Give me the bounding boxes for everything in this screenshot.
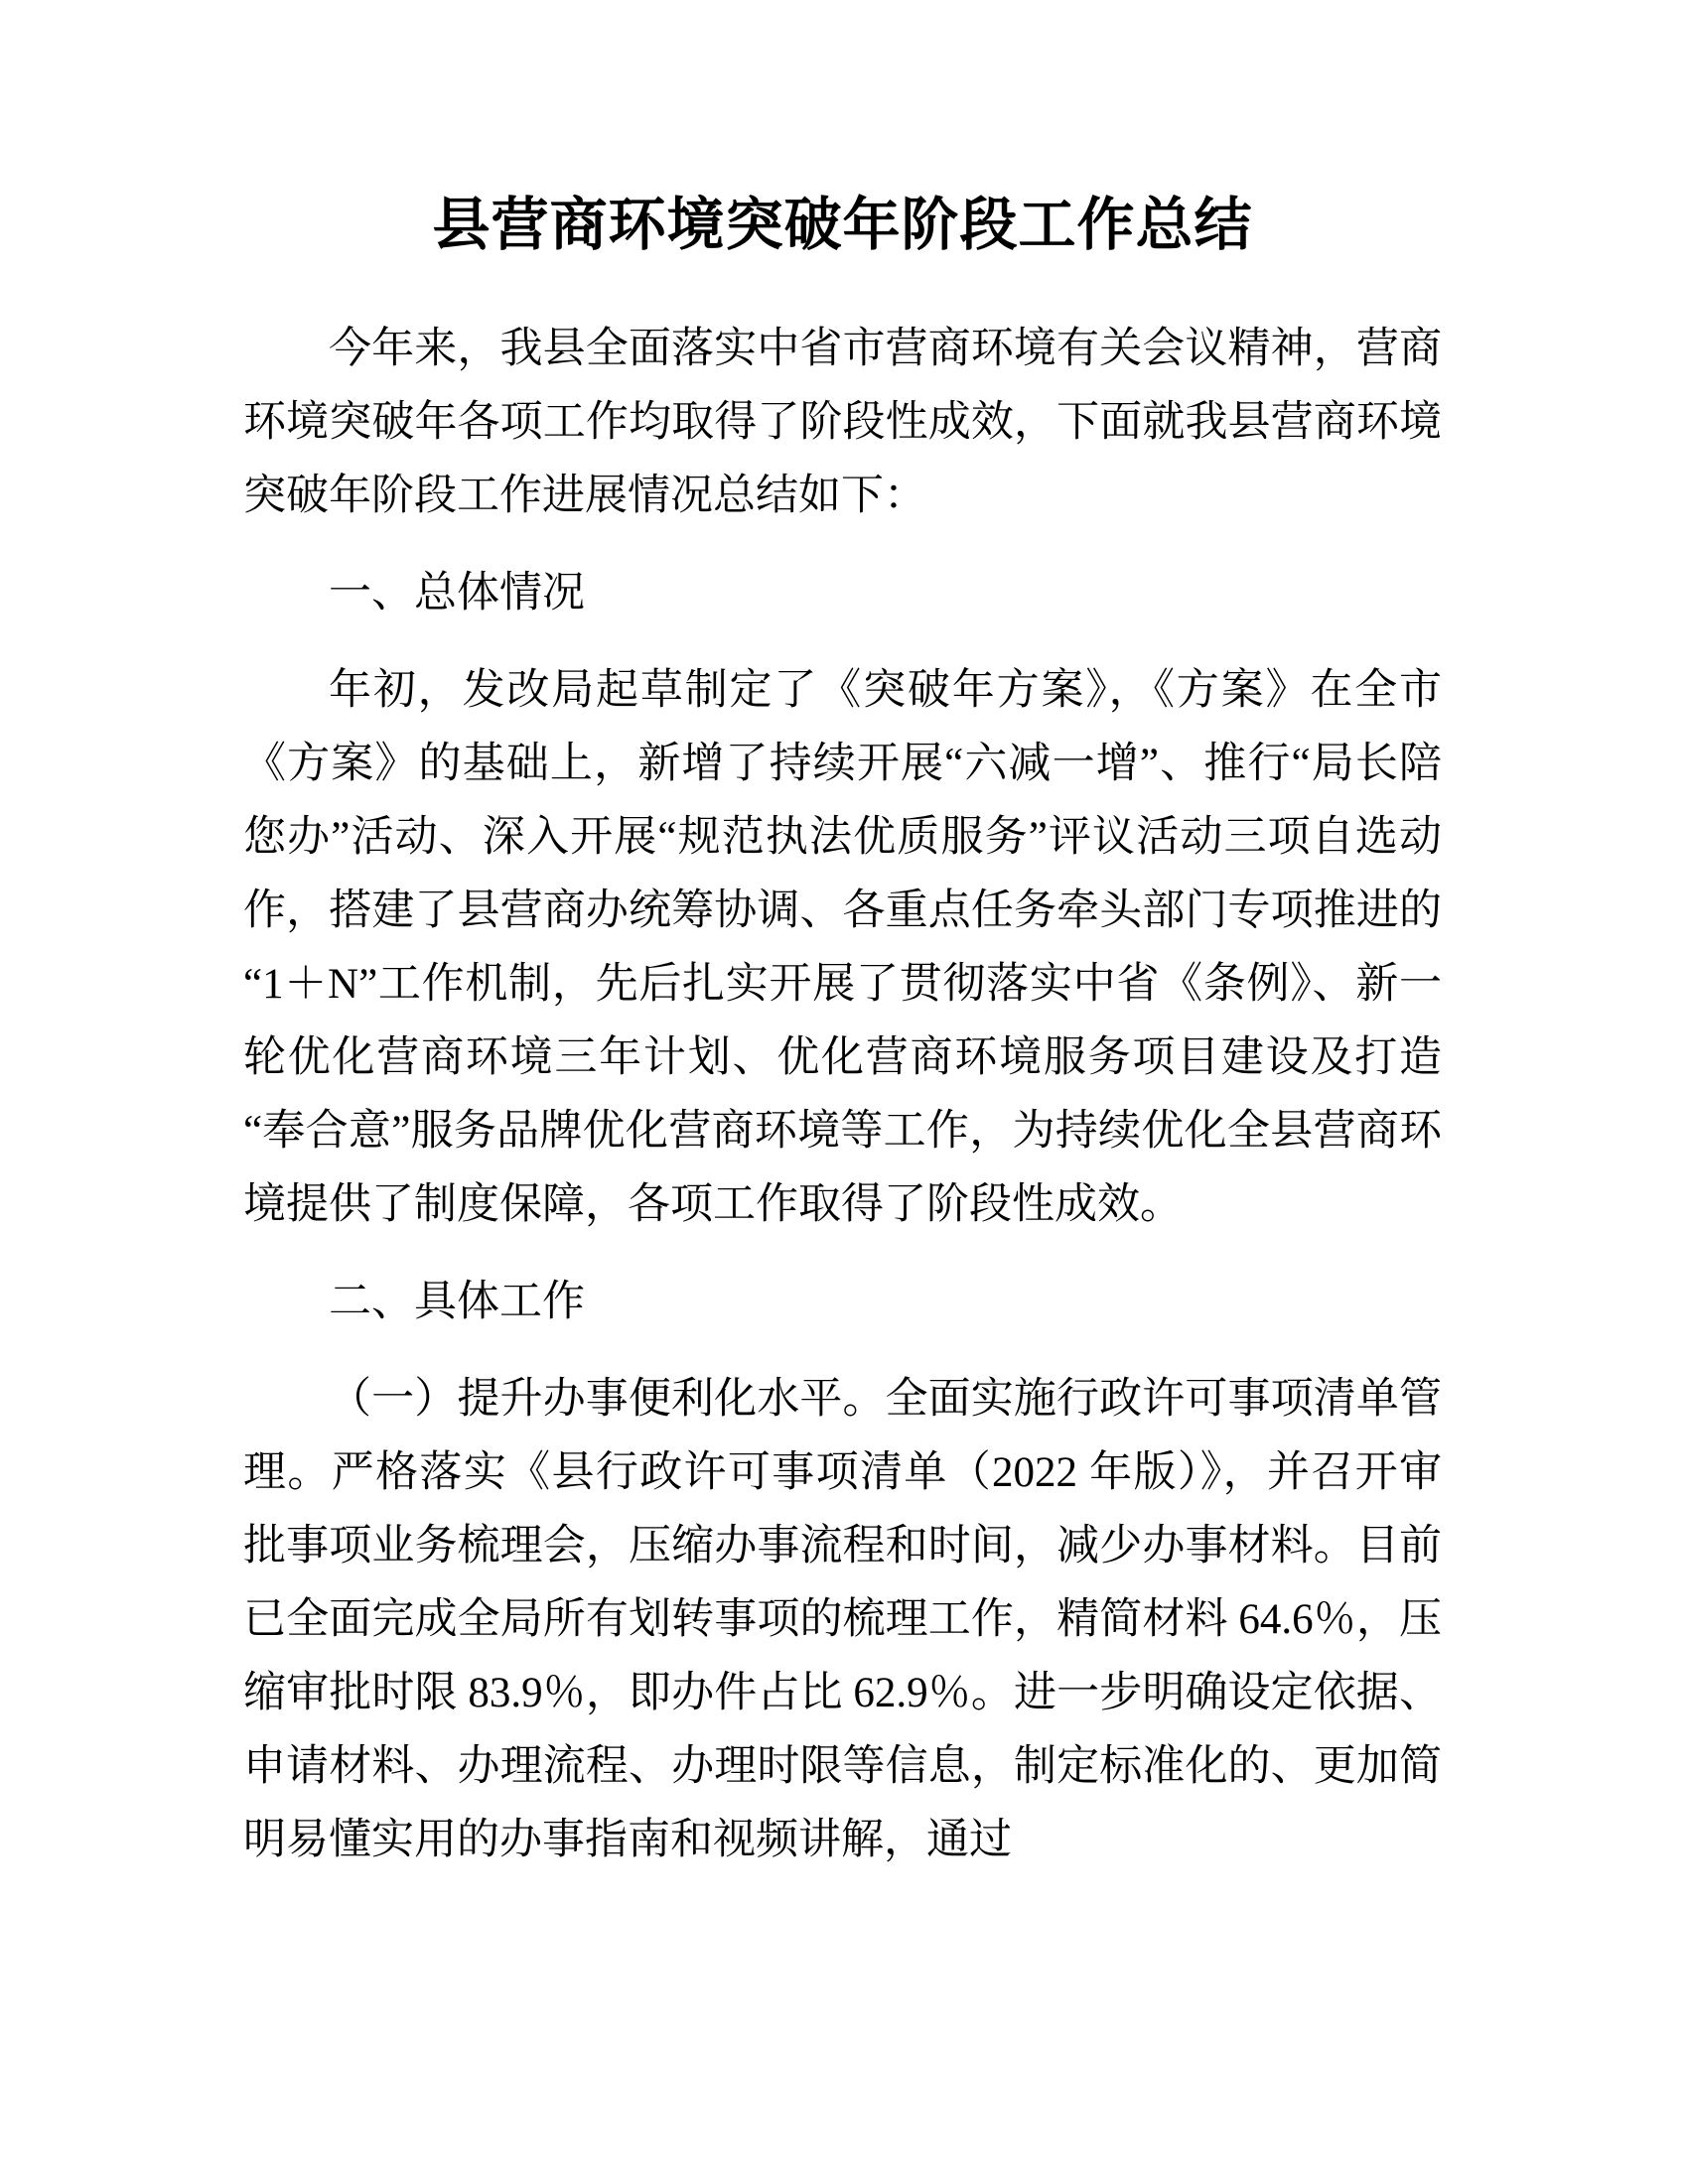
doc-title-text: 县营商环境突破年阶段工作总结 <box>432 193 1253 257</box>
heading-section-2: 二、具体工作 <box>329 1279 585 1325</box>
paragraph-detail-1: （一）提升办事便利化水平。全面实施行政许可事项清单管理。严格落实《县行政许可事项清单（2022 年版）》，并召开审批事项业务梳理会，压缩办事流程和时间，减少办事材料。目前已全面完成全局所有划转事项的梳理工作，精简材料 64.6％，压缩审批时限 83.9％，即办件占比 62.9％。进一步明确设定依据、申请材料、办理流程、办理时限等信息，制定标准化的、更加简明易懂实用的办事指南和视频讲解，通过 <box>243 1376 1442 1863</box>
heading-section-1: 一、总体情况 <box>329 570 585 616</box>
doc-title <box>243 184 1442 267</box>
paragraph-intro: 今年来，我县全面落实中省市营商环境有关会议精神，营商环境突破年各项工作均取得了阶段性成效，下面就我县营商环境突破年阶段工作进展情况总结如下： <box>243 326 1442 519</box>
paragraph-overview: 年初，发改局起草制定了《突破年方案》，《方案》在全市《方案》的基础上，新增了持续开展“六减一增”、推行“局长陪您办”活动、深入开展“规范执法优质服务”评议活动三项自选动作，搭建了县营商办统筹协调、各重点任务牵头部门专项推进的“1＋N”工作机制，先后扎实开展了贯彻落实中省《条例》、新一轮优化营商环境三年计划、优化营商环境服务项目建设及打造“奉合意”服务品牌优化营商环境等工作，为持续优化全县营商环境提供了制度保障，各项工作取得了阶段性成效。 <box>243 667 1442 1228</box>
